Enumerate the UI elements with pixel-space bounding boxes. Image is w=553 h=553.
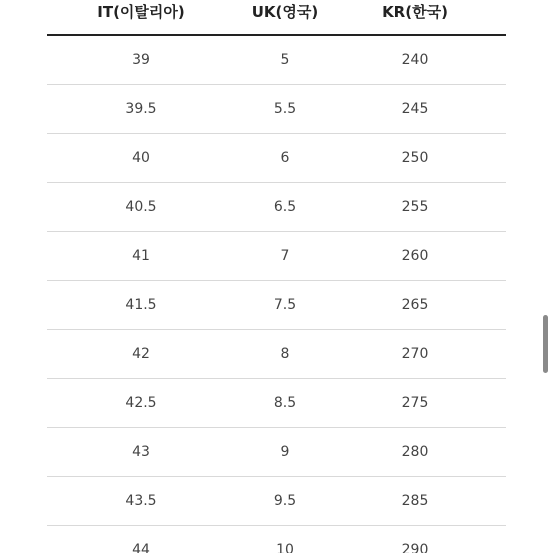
cell-uk: 8.5: [273, 395, 297, 411]
cell-uk: 8: [280, 346, 290, 362]
cell-kr: 240: [401, 52, 429, 68]
cell-kr: 290: [401, 542, 429, 553]
table-row: [47, 477, 506, 526]
header-kr: KR(한국): [382, 3, 448, 21]
table-row: [47, 36, 506, 85]
cell-uk: 7.5: [273, 297, 297, 313]
cell-it: 42.5: [125, 395, 157, 411]
scrollbar-thumb[interactable]: [543, 315, 548, 373]
cell-kr: 285: [401, 493, 429, 509]
cell-kr: 245: [401, 101, 429, 117]
table-row: [47, 526, 506, 553]
cell-uk: 5: [280, 52, 290, 68]
cell-it: 41: [132, 248, 150, 264]
size-conversion-table: [47, 0, 506, 553]
cell-kr: 260: [401, 248, 429, 264]
table-row: [47, 330, 506, 379]
cell-it: 40.5: [125, 199, 157, 215]
table-row: [47, 428, 506, 477]
cell-uk: 10: [276, 542, 294, 553]
table-row: [47, 134, 506, 183]
table-row: [47, 379, 506, 428]
cell-kr: 270: [401, 346, 429, 362]
cell-kr: 265: [401, 297, 429, 313]
cell-uk: 5.5: [273, 101, 297, 117]
table-body: [47, 36, 506, 553]
cell-it: 44: [132, 542, 150, 553]
cell-kr: 255: [401, 199, 429, 215]
cell-it: 39: [132, 52, 150, 68]
cell-it: 43.5: [125, 493, 157, 509]
cell-it: 42: [132, 346, 150, 362]
table-row: [47, 85, 506, 134]
cell-kr: 250: [401, 150, 429, 166]
cell-uk: 6.5: [273, 199, 297, 215]
cell-uk: 9.5: [273, 493, 297, 509]
cell-kr: 275: [401, 395, 429, 411]
cell-it: 43: [132, 444, 150, 460]
table-row: [47, 232, 506, 281]
cell-uk: 6: [280, 150, 290, 166]
cell-it: 40: [132, 150, 150, 166]
table-header-row: [47, 0, 506, 36]
header-uk: UK(영국): [251, 3, 319, 21]
cell-uk: 9: [280, 444, 290, 460]
cell-kr: 280: [401, 444, 429, 460]
cell-it: 41.5: [125, 297, 157, 313]
cell-uk: 7: [280, 248, 290, 264]
table-row: [47, 183, 506, 232]
header-it: IT(이탈리아): [97, 3, 185, 21]
cell-it: 39.5: [125, 101, 157, 117]
table-row: [47, 281, 506, 330]
